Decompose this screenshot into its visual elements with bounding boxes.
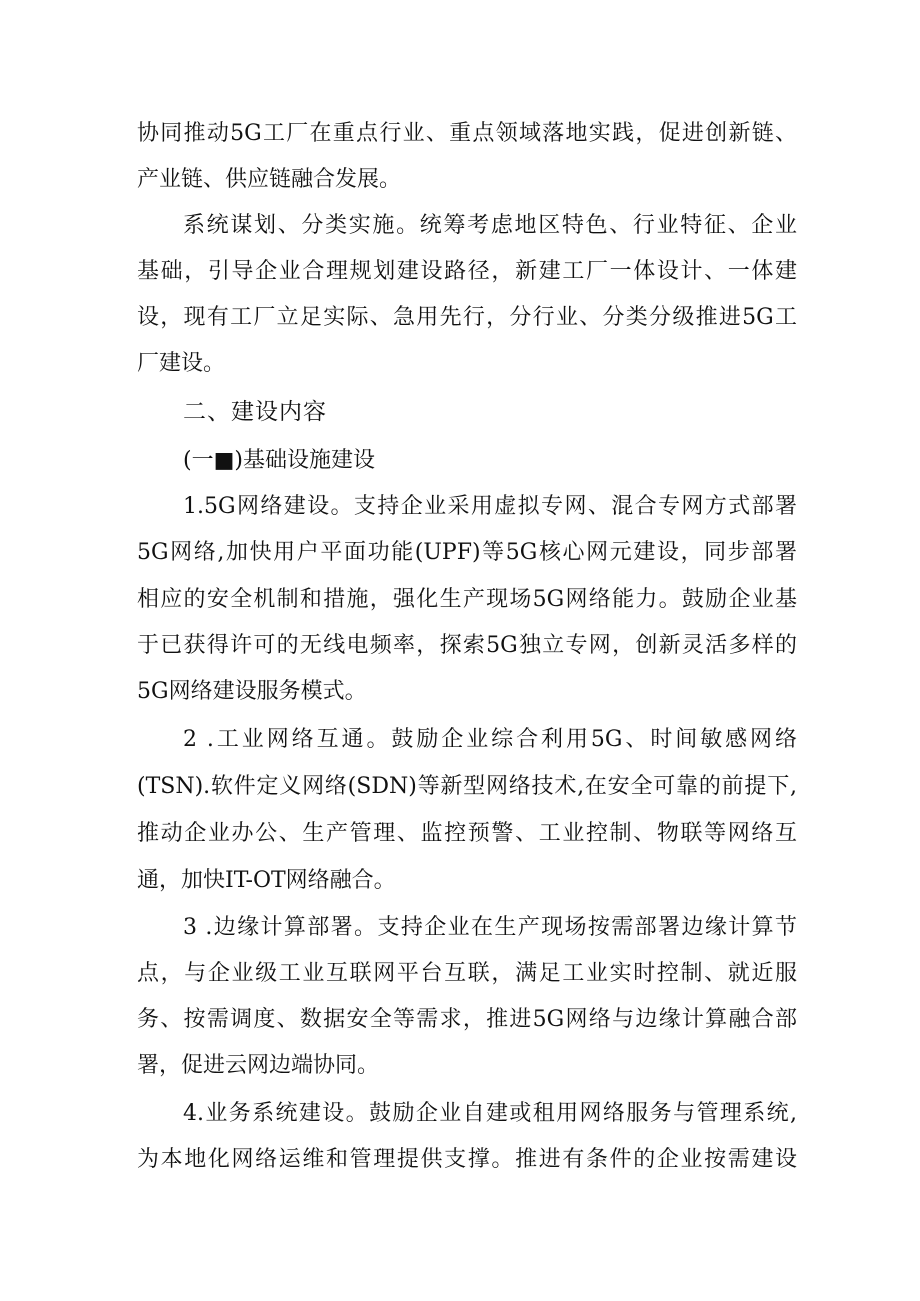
paragraph-line: 5G网络建设服务模式。 [137,679,367,704]
paragraph-line: 1.5G网络建设。支持企业采用虚拟专网、混合专网方式部署 [183,494,797,519]
paragraph-line: 设，现有工厂立足实际、急用先行，分行业、分类分级推进5G工 [137,305,797,330]
paragraph-line: 产业链、供应链融合发展。 [137,167,402,192]
paragraph-line: 相应的安全机制和措施，强化生产现场5G网络能力。鼓励企业基 [137,587,797,612]
paragraph-line: 基础，引导企业合理规划建设路径，新建工厂一体设计、一体建 [137,259,797,284]
subsection-heading: (一■)基础设施建设 [183,448,375,473]
paragraph-line: 点，与企业级工业互联网平台互联，满足工业实时控制、就近服 [137,961,797,986]
paragraph-line: 推动企业办公、生产管理、监控预警、工业控制、物联等网络互 [137,821,797,846]
paragraph-line: 协同推动5G工厂在重点行业、重点领域落地实践，促进创新链、 [137,121,797,146]
paragraph-line: 5G网络,加快用户平面功能(UPF)等5G核心网元建设，同步部署 [137,540,797,565]
paragraph-line: 通，加快IT-OT网络融合。 [137,868,396,893]
paragraph-line: (TSN).软件定义网络(SDN)等新型网络技术,在安全可靠的前提下, [137,774,797,799]
paragraph-line: 3 .边缘计算部署。支持企业在生产现场按需部署边缘计算节 [183,915,797,940]
paragraph-line: 厂建设。 [137,351,226,376]
paragraph-line: 署，促进云网边端协同。 [137,1053,380,1078]
section-heading: 二、建设内容 [183,399,327,425]
paragraph-line: 为本地化网络运维和管理提供支撑。推进有条件的企业按需建设 [137,1147,797,1172]
paragraph-line: 于已获得许可的无线电频率，探索5G独立专网，创新灵活多样的 [137,633,797,658]
paragraph-line: 系统谋划、分类实施。统筹考虑地区特色、行业特征、企业 [183,213,797,238]
paragraph-line: 务、按需调度、数据安全等需求，推进5G网络与边缘计算融合部 [137,1007,797,1032]
paragraph-line: 2 .工业网络互通。鼓励企业综合利用5G、时间敏感网络 [183,727,797,752]
paragraph-line: 4.业务系统建设。鼓励企业自建或租用网络服务与管理系统, [183,1101,797,1126]
